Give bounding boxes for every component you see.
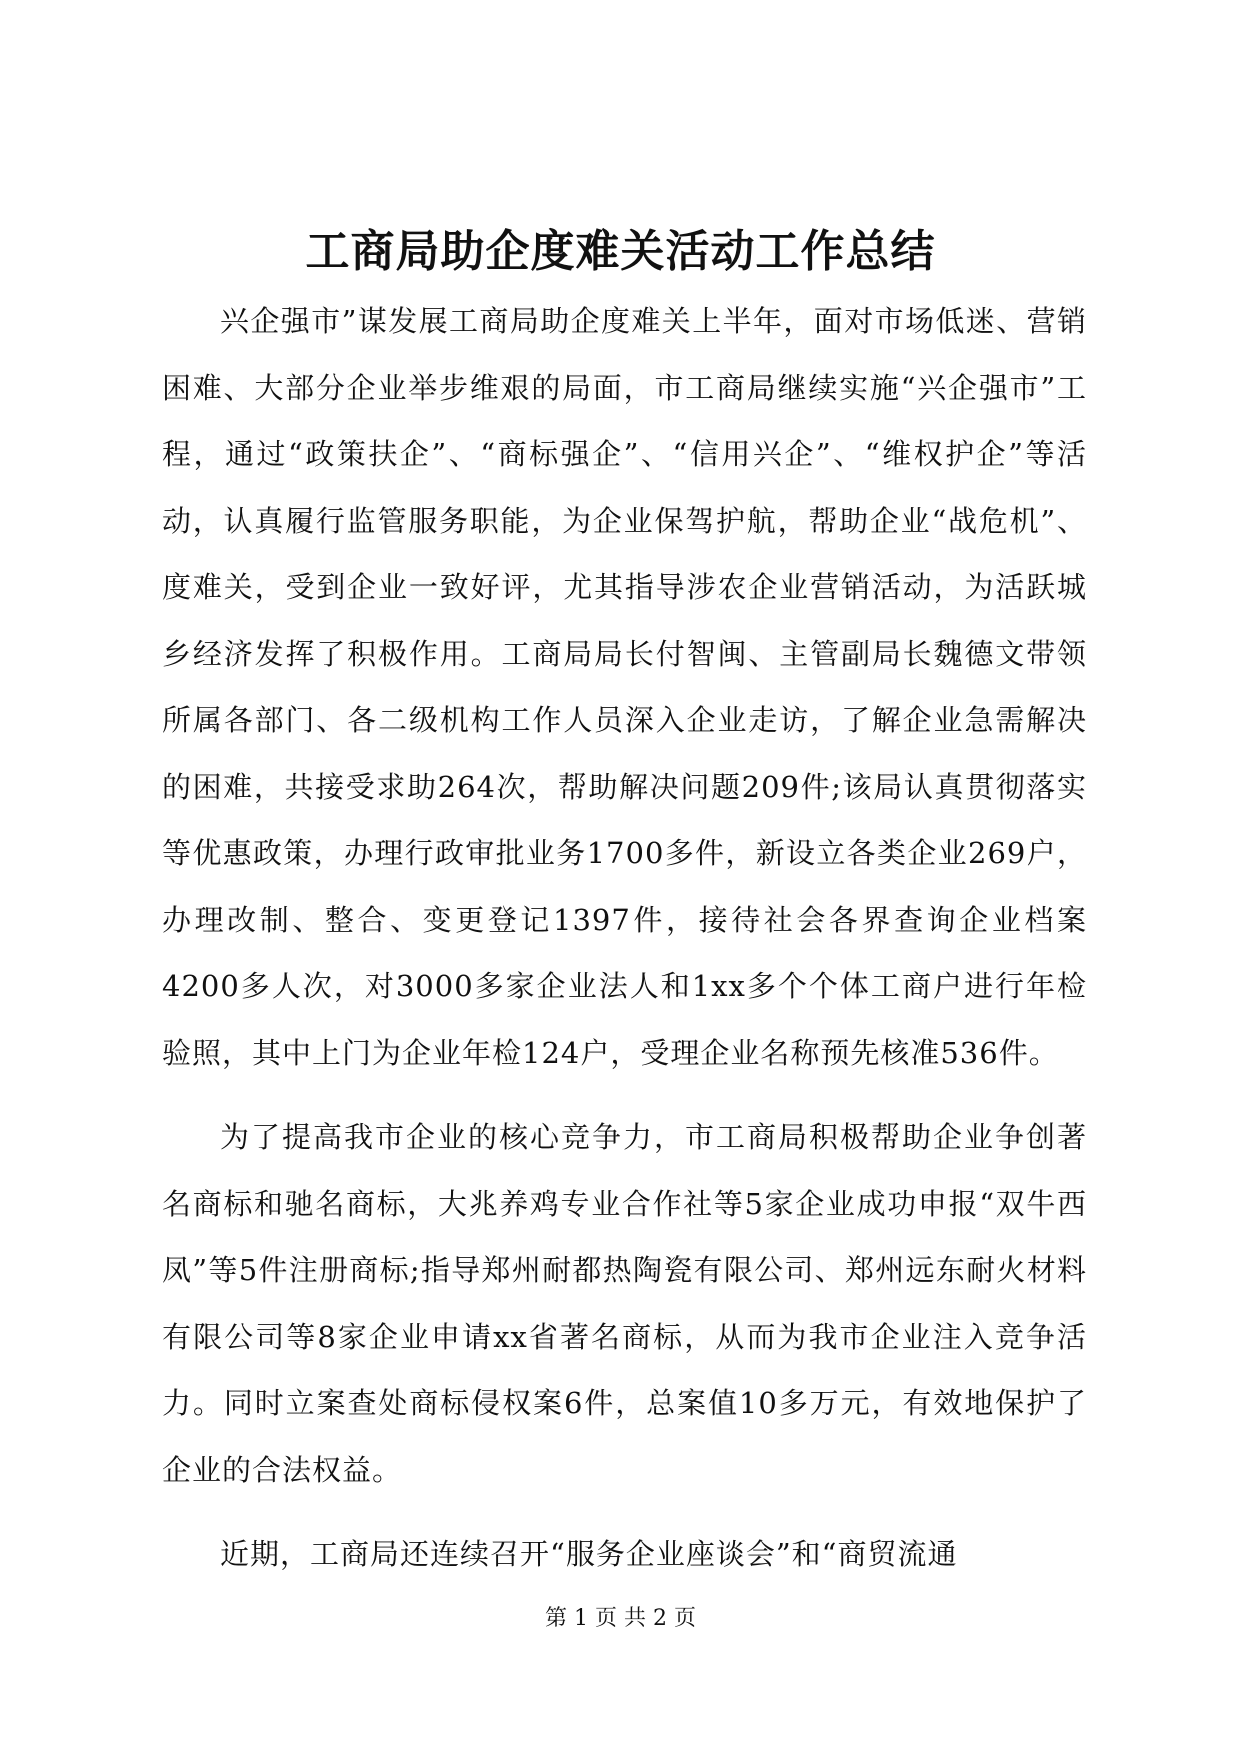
- paragraph-1: 兴企强市”谋发展工商局助企度难关上半年，面对市场低迷、营销困难、大部分企业举步维艰的局面，市工商局继续实施“兴企强市”工程，通过“政策扶企”、“商标强企”、“信用兴企”、“维权护企”等活动，认真履行监管服务职能，为企业保驾护航，帮助企业“战危机”、度难关，受到企业一致好评，尤其指导涉农企业营销活动，为活跃城乡经济发挥了积极作用。工商局局长付智闽、主管副局长魏德文带领所属各部门、各二级机构工作人员深入企业走访，了解企业急需解决的困难，共接受求助264次，帮助解决问题209件;该局认真贯彻落实等优惠政策，办理行政审批业务1700多件，新设立各类企业269户，办理改制、整合、变更登记1397件，接待社会各界查询企业档案4200多人次，对3000多家企业法人和1xx多个个体工商户进行年检验照，其中上门为企业年检124户，受理企业名称预先核准536件。: [162, 304, 1087, 1070]
- paragraph-3: 近期，工商局还连续召开“服务企业座谈会”和“商贸流通: [220, 1537, 958, 1571]
- page-number-footer: 第 1 页 共 2 页: [545, 1606, 696, 1631]
- document-body: [162, 288, 1087, 1588]
- document-title: 工商局助企度难关活动工作总结: [305, 226, 936, 277]
- paragraph-2: 为了提高我市企业的核心竞争力，市工商局积极帮助企业争创著名商标和驰名商标，大兆养鸡专业合作社等5家企业成功申报“双牛西凤”等5件注册商标;指导郑州耐都热陶瓷有限公司、郑州远东耐火材料有限公司等8家企业申请xx省著名商标，从而为我市企业注入竞争活力。同时立案查处商标侵权案6件，总案值10多万元，有效地保护了企业的合法权益。: [162, 1120, 1087, 1487]
